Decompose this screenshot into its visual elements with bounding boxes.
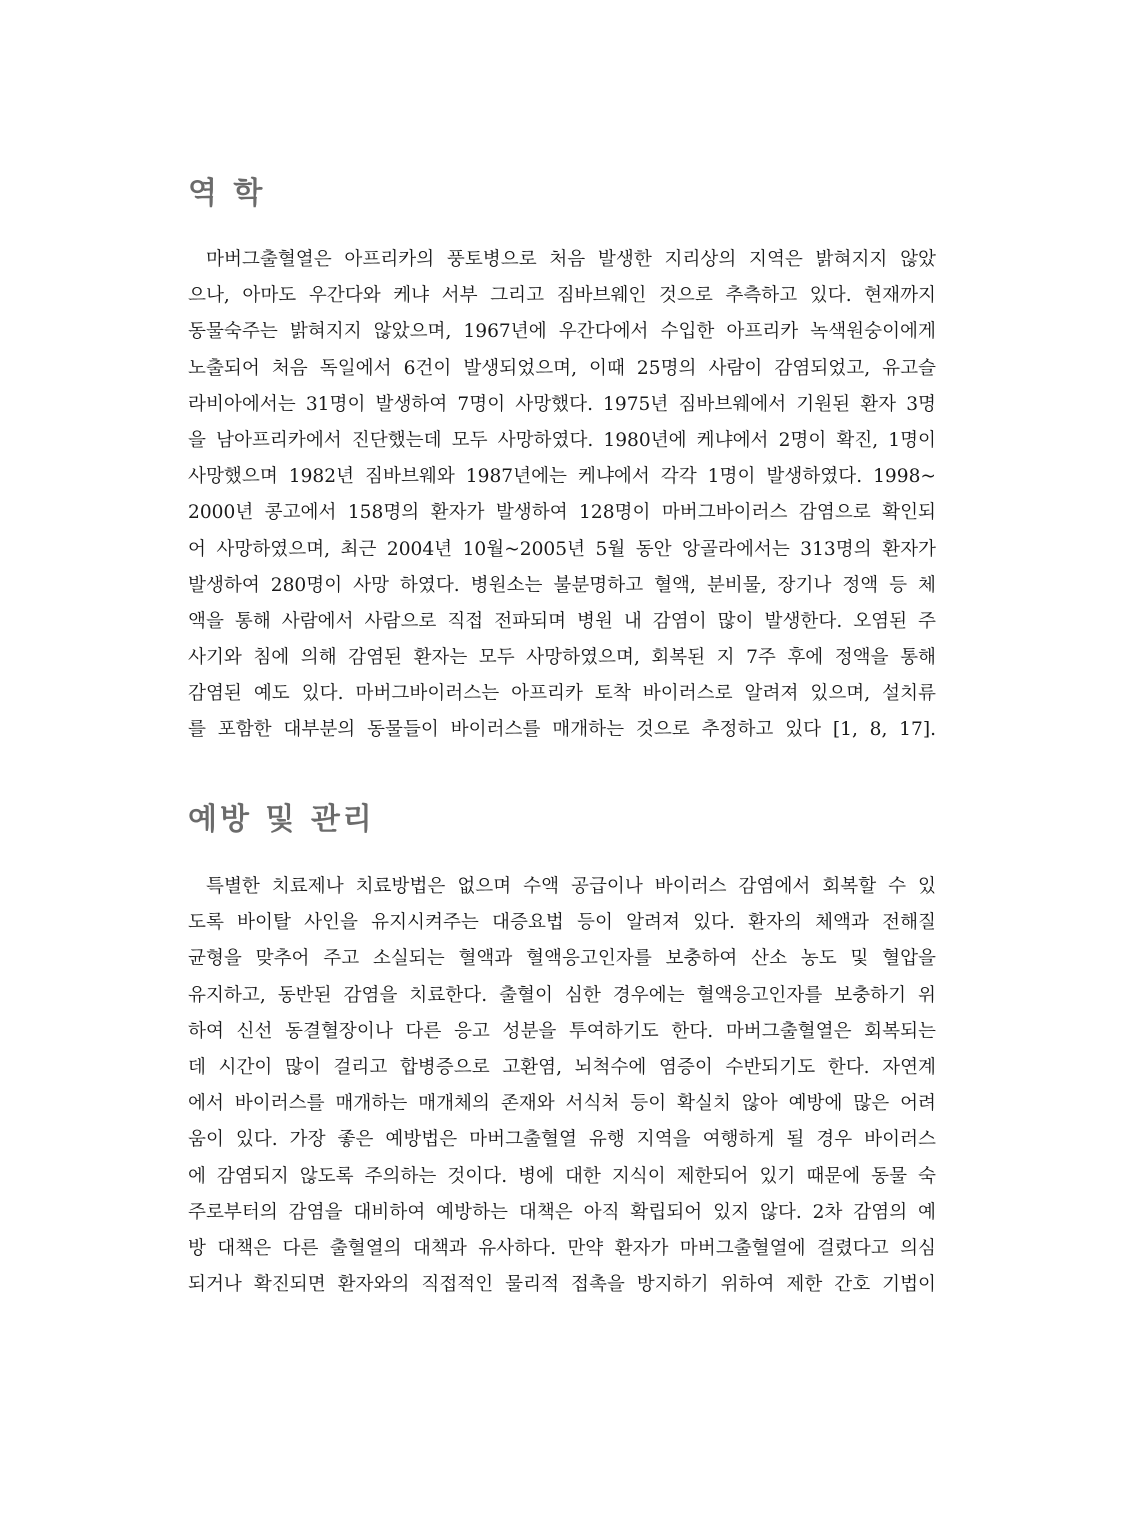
body-line: 방 대책은 다른 출혈열의 대책과 유사하다. 만약 환자가 마버그출혈열에 걸렸다고 의심 <box>188 1237 936 1259</box>
section-heading-epidemiology: 역 학 <box>188 176 266 211</box>
body-line: 동물숙주는 밝혀지지 않았으며, 1967년에 우간다에서 수입한 아프리카 녹색원숭이에게 <box>188 321 936 343</box>
body-line: 마버그출혈열은 아프리카의 풍토병으로 처음 발생한 지리상의 지역은 밝혀지지 않았 <box>206 249 936 270</box>
body-line: 주로부터의 감염을 대비하여 예방하는 대책은 아직 확립되어 있지 않다. 2차 감염의 예 <box>188 1201 936 1223</box>
body-line: 을 남아프리카에서 진단했는데 모두 사망하였다. 1980년에 케냐에서 2명이 확진, 1명이 <box>188 429 936 451</box>
body-line: 특별한 치료제나 치료방법은 없으며 수액 공급이나 바이러스 감염에서 회복할 수 있 <box>206 876 936 897</box>
section-body-epidemiology <box>188 242 936 749</box>
body-line: 도록 바이탈 사인을 유지시켜주는 대증요법 등이 알려져 있다. 환자의 체액과 전해질 <box>188 912 936 934</box>
body-line: 에서 바이러스를 매개하는 매개체의 존재와 서식처 등이 확실치 않아 예방에 많은 어려 <box>188 1093 936 1115</box>
body-line: 2000년 콩고에서 158명의 환자가 발생하여 128명이 마버그바이러스 감염으로 확인되 <box>188 502 936 524</box>
body-line: 유지하고, 동반된 감염을 치료한다. 출혈이 심한 경우에는 혈액응고인자를 보충하기 위 <box>188 984 936 1006</box>
body-line: 되거나 확진되면 환자와의 직접적인 물리적 접촉을 방지하기 위하여 제한 간호 기법이 <box>188 1274 936 1296</box>
body-line: 으나, 아마도 우간다와 케냐 서부 그리고 짐바브웨인 것으로 추측하고 있다. 현재까지 <box>188 285 936 307</box>
body-line: 하여 신선 동결혈장이나 다른 응고 성분을 투여하기도 한다. 마버그출혈열은 회복되는 <box>188 1020 936 1042</box>
body-line: 에 감염되지 않도록 주의하는 것이다. 병에 대한 지식이 제한되어 있기 때문에 동물 숙 <box>188 1165 936 1187</box>
section-heading-prevention: 예방 및 관리 <box>188 802 375 837</box>
body-line: 액을 통해 사람에서 사람으로 직접 전파되며 병원 내 감염이 많이 발생한다. 오염된 주 <box>188 610 936 632</box>
body-line: 데 시간이 많이 걸리고 합병증으로 고환염, 뇌척수에 염증이 수반되기도 한다. 자연계 <box>188 1056 936 1078</box>
body-line: 라비아에서는 31명이 발생하여 7명이 사망했다. 1975년 짐바브웨에서 기원된 환자 3명 <box>188 393 936 415</box>
body-line: 사기와 침에 의해 감염된 환자는 모두 사망하였으며, 회복된 지 7주 후에 정액을 통해 <box>188 647 936 669</box>
body-line: 어 사망하였으며, 최근 2004년 10월~2005년 5월 동안 앙골라에서는 313명의 환자가 <box>188 538 936 560</box>
body-line: 발생하여 280명이 사망 하였다. 병원소는 불분명하고 혈액, 분비물, 장기나 정액 등 체 <box>188 574 936 596</box>
section-body-prevention <box>188 869 936 1303</box>
body-line: 감염된 예도 있다. 마버그바이러스는 아프리카 토착 바이러스로 알려져 있으며, 설치류 <box>188 683 936 705</box>
body-line: 노출되어 처음 독일에서 6건이 발생되었으며, 이때 25명의 사람이 감염되었고, 유고슬 <box>188 357 936 379</box>
body-line: 사망했으며 1982년 짐바브웨와 1987년에는 케냐에서 각각 1명이 발생하였다. 1998~ <box>188 466 936 488</box>
body-line: 균형을 맞추어 주고 소실되는 혈액과 혈액응고인자를 보충하여 산소 농도 및 혈압을 <box>188 948 936 970</box>
body-line: 움이 있다. 가장 좋은 예방법은 마버그출혈열 유행 지역을 여행하게 될 경우 바이러스 <box>188 1129 936 1151</box>
body-line: 를 포함한 대부분의 동물들이 바이러스를 매개하는 것으로 추정하고 있다 [1, 8, 17]. <box>188 719 936 741</box>
